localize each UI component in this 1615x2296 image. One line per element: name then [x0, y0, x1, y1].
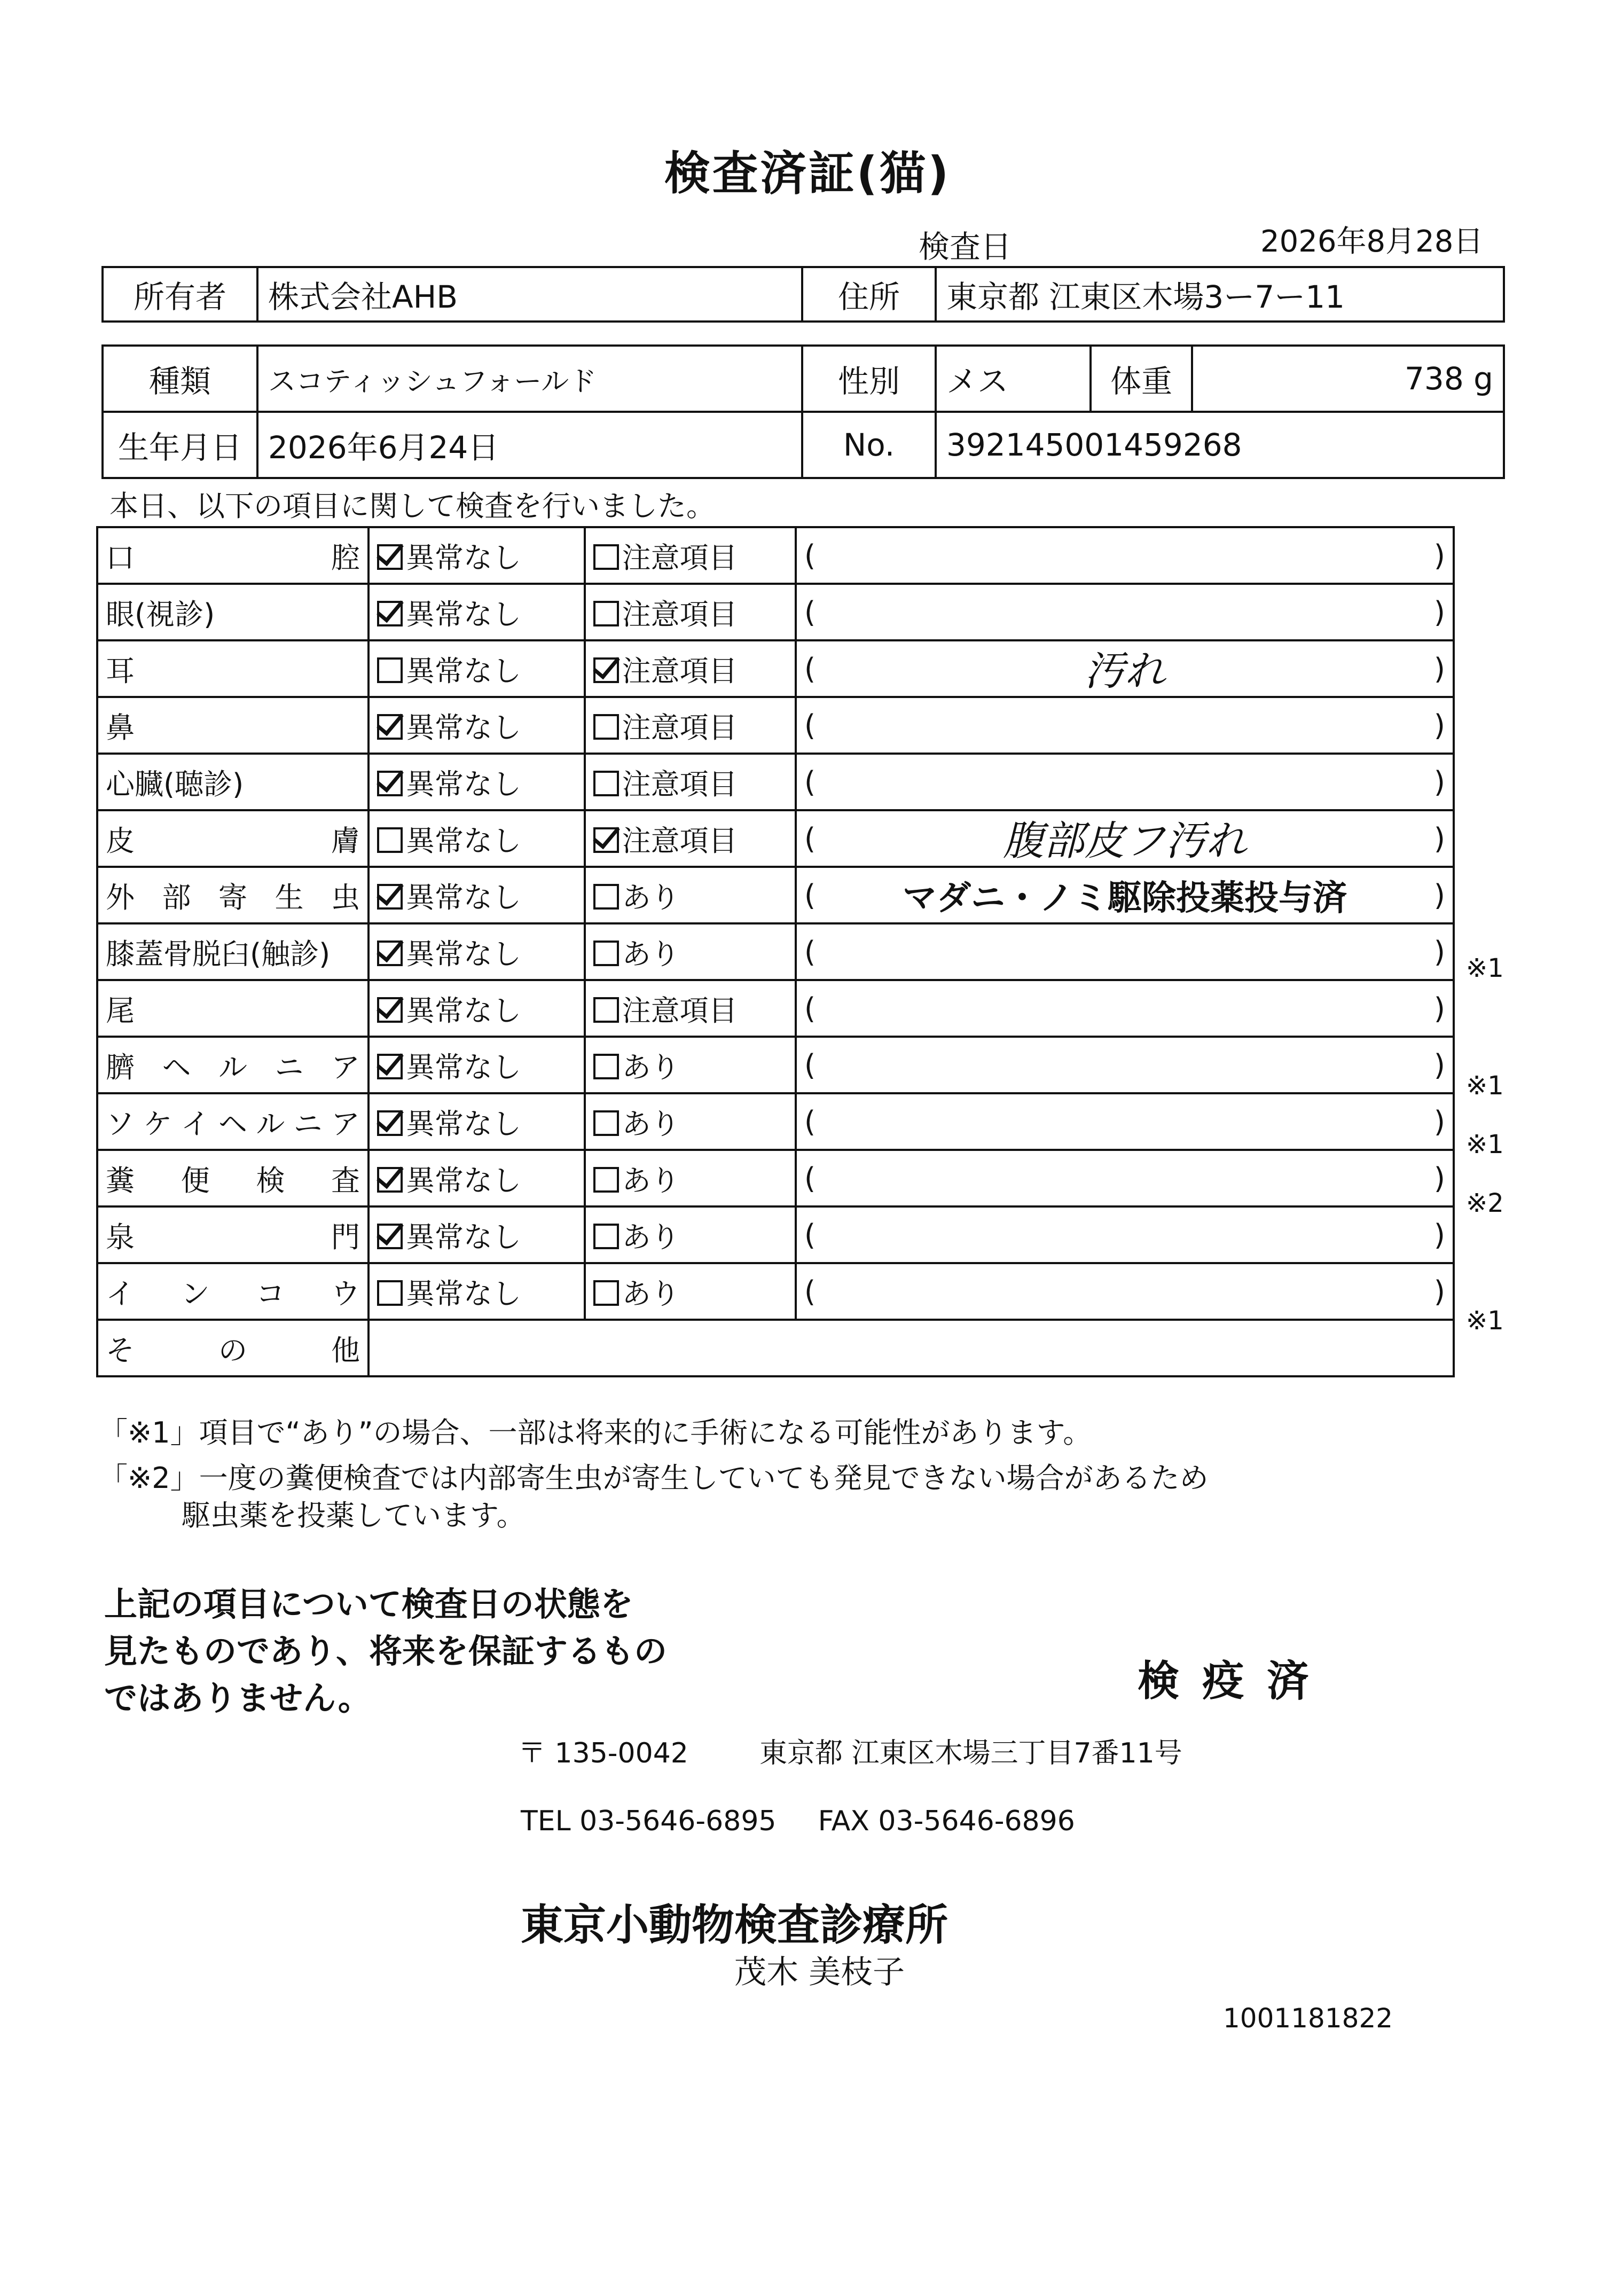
attention-option[interactable]	[585, 754, 796, 810]
microchip-no: 392145001459268	[936, 412, 1504, 478]
ok-option[interactable]	[369, 1150, 585, 1206]
clinic-contact	[521, 1805, 1075, 1837]
clinic-name: 東京小動物検査診療所	[521, 1900, 948, 1950]
owner-name: 株式会社AHB	[257, 267, 802, 322]
ok-option[interactable]	[369, 1263, 585, 1320]
checkbox-icon[interactable]	[377, 827, 403, 853]
ok-label: 異常なし	[406, 767, 521, 801]
ok-option[interactable]	[369, 1206, 585, 1263]
breed-label: 種類	[103, 346, 257, 412]
pet-table	[101, 344, 1505, 479]
address-label: 住所	[802, 267, 936, 322]
breed: スコティッシュフォールド	[257, 346, 802, 412]
checkbox-icon[interactable]	[377, 884, 403, 910]
exam-item-label: 口 腔	[106, 540, 360, 575]
checkbox-icon[interactable]	[593, 601, 619, 626]
checkbox-icon[interactable]	[593, 771, 619, 796]
attention-label: 注意項目	[622, 540, 738, 575]
ok-option[interactable]	[369, 923, 585, 980]
checkbox-icon[interactable]	[593, 827, 619, 853]
reference-mark: ※1	[1466, 1130, 1504, 1159]
attention-option[interactable]	[585, 923, 796, 980]
sex: メス	[936, 346, 1091, 412]
reference-mark: ※2	[1466, 1188, 1504, 1218]
checkbox-icon[interactable]	[377, 544, 403, 570]
exam-item-label: 眼(視診)	[106, 597, 215, 631]
fax-number: FAX 03-5646-6896	[818, 1805, 1075, 1837]
sex-label: 性別	[802, 346, 936, 412]
attention-label: 注意項目	[622, 597, 738, 631]
ok-option[interactable]	[369, 1093, 585, 1150]
footnote-1: 「※1」項目で“あり”の場合、一部は将来的に手術になる可能性があります。	[99, 1416, 1092, 1449]
checkbox-icon[interactable]	[377, 1224, 403, 1249]
postal-code: 〒 135-0042	[518, 1737, 688, 1769]
ok-label: 異常なし	[406, 1050, 521, 1084]
reference-mark: ※1	[1466, 1306, 1504, 1336]
exam-item	[97, 640, 369, 697]
note-cell: ( ) マダニ・ノミ駆除投薬投与済	[796, 867, 1454, 923]
ok-label: 異常なし	[406, 1276, 521, 1311]
table-row	[97, 867, 1454, 923]
exam-item	[97, 527, 369, 584]
table-row	[97, 1206, 1454, 1263]
note-cell: ( )	[796, 584, 1454, 640]
attention-label: あり	[622, 1050, 680, 1084]
no-label: No.	[802, 412, 936, 478]
checkbox-icon[interactable]	[593, 1167, 619, 1193]
attention-label: 注意項目	[622, 654, 738, 688]
note-cell: ( )	[796, 1263, 1454, 1320]
table-row	[97, 527, 1454, 584]
table-row	[97, 1150, 1454, 1206]
note-cell: ( ) 汚れ	[796, 640, 1454, 697]
exam-item	[97, 1093, 369, 1150]
checkbox-icon[interactable]	[377, 771, 403, 796]
attention-label: あり	[622, 1220, 680, 1254]
ok-label: 異常なし	[406, 710, 521, 745]
note-cell: ( )	[796, 1093, 1454, 1150]
ok-label: 異常なし	[406, 654, 521, 688]
attention-option[interactable]	[585, 1093, 796, 1150]
vet-name: 茂木 美枝子	[734, 1954, 905, 1991]
attention-label: あり	[622, 880, 680, 914]
ok-label: 異常なし	[406, 993, 521, 1028]
table-row	[97, 584, 1454, 640]
birth-date: 2026年6月24日	[257, 412, 802, 478]
exam-item	[97, 810, 369, 867]
exam-item-label: 泉 門	[106, 1220, 360, 1254]
street-address: 東京都 江東区木場三丁目7番11号	[759, 1737, 1182, 1769]
attention-label: あり	[622, 1107, 680, 1141]
checkbox-icon[interactable]	[593, 997, 619, 1023]
ok-label: 異常なし	[406, 597, 521, 631]
disclaimer-line: 見たものであり、将来を保証するもの	[104, 1632, 668, 1671]
table-row	[97, 1320, 1454, 1376]
attention-option[interactable]	[585, 584, 796, 640]
ok-label: 異常なし	[406, 880, 521, 914]
exam-item	[97, 923, 369, 980]
checkbox-icon[interactable]	[593, 1054, 619, 1079]
ok-option[interactable]	[369, 867, 585, 923]
attention-option[interactable]	[585, 640, 796, 697]
weight: 738 g	[1192, 346, 1504, 412]
exam-item-label: 外 部 寄 生 虫	[106, 880, 360, 914]
table-row	[97, 810, 1454, 867]
checkbox-icon[interactable]	[377, 1110, 403, 1136]
checkbox-icon[interactable]	[593, 1224, 619, 1249]
attention-option[interactable]	[585, 1263, 796, 1320]
checkbox-icon[interactable]	[377, 1280, 403, 1306]
attention-option[interactable]	[585, 867, 796, 923]
exam-item	[97, 754, 369, 810]
exam-table	[96, 526, 1455, 1377]
quarantine-stamp: 検 疫 済	[1138, 1657, 1313, 1705]
weight-label: 体重	[1091, 346, 1192, 412]
disclaimer-line: 上記の項目について検査日の状態を	[104, 1585, 633, 1624]
note-cell: ( )	[796, 1206, 1454, 1263]
exam-item-label: 心臓(聴診)	[106, 767, 244, 801]
attention-label: 注意項目	[622, 824, 738, 858]
ok-option[interactable]	[369, 980, 585, 1037]
page-title: 検査済証(猫)	[664, 147, 951, 200]
ok-option[interactable]	[369, 810, 585, 867]
exam-item-label: イ ン コ ウ	[106, 1276, 360, 1311]
exam-item	[97, 584, 369, 640]
note-cell: ( )	[796, 527, 1454, 584]
note-cell: ( )	[796, 923, 1454, 980]
exam-item-label: 尾	[106, 993, 135, 1028]
attention-label: 注意項目	[622, 767, 738, 801]
ok-label: 異常なし	[406, 540, 521, 575]
note-cell: ( ) 腹部皮フ汚れ	[796, 810, 1454, 867]
exam-item	[97, 1206, 369, 1263]
table-row	[97, 1093, 1454, 1150]
checkbox-icon[interactable]	[377, 601, 403, 626]
attention-option[interactable]	[585, 980, 796, 1037]
note-cell: ( )	[796, 754, 1454, 810]
note-cell: ( )	[796, 697, 1454, 754]
intro-text: 本日、以下の項目に関して検査を行いました。	[109, 489, 715, 523]
checkbox-icon[interactable]	[593, 544, 619, 570]
reference-mark: ※1	[1466, 953, 1504, 983]
serial-number: 1001181822	[1223, 2003, 1393, 2034]
checkbox-icon[interactable]	[593, 714, 619, 740]
exam-item-label: 膝蓋骨脱臼(触診)	[106, 937, 331, 971]
table-row	[97, 697, 1454, 754]
exam-item	[97, 1263, 369, 1320]
exam-item-label: 皮 膚	[106, 824, 360, 858]
exam-item	[97, 867, 369, 923]
exam-item	[97, 1037, 369, 1093]
table-row	[97, 1037, 1454, 1093]
checkbox-icon[interactable]	[377, 657, 403, 683]
table-row	[97, 754, 1454, 810]
footnote-2: 「※2」一度の糞便検査では内部寄生虫が寄生していても発見できない場合があるため	[99, 1461, 1209, 1495]
ok-label: 異常なし	[406, 1107, 521, 1141]
exam-item-label: 糞 便 検 査	[106, 1163, 360, 1197]
attention-option[interactable]	[585, 697, 796, 754]
tel-number: TEL 03-5646-6895	[521, 1805, 777, 1837]
attention-option[interactable]	[585, 527, 796, 584]
ok-label: 異常なし	[406, 937, 521, 971]
checkbox-icon[interactable]	[593, 941, 619, 966]
ok-option[interactable]	[369, 640, 585, 697]
exam-item	[97, 697, 369, 754]
attention-option[interactable]	[585, 810, 796, 867]
inspection-date-label: 検査日	[919, 229, 1012, 265]
checkbox-icon[interactable]	[377, 997, 403, 1023]
exam-item	[97, 1150, 369, 1206]
note-cell: ( )	[796, 1037, 1454, 1093]
checkbox-icon[interactable]	[593, 1280, 619, 1306]
note-cell: ( )	[796, 980, 1454, 1037]
footnote-3: 駆虫薬を投薬しています。	[182, 1499, 526, 1532]
attention-label: 注意項目	[622, 710, 738, 745]
table-row	[97, 923, 1454, 980]
disclaimer-line: ではありません。	[104, 1679, 371, 1718]
exam-note: 腹部皮フ汚れ	[1003, 817, 1246, 865]
inspection-date: 2026年8月28日	[1260, 224, 1484, 259]
checkbox-icon[interactable]	[593, 1110, 619, 1136]
checkbox-icon[interactable]	[377, 714, 403, 740]
reference-mark: ※1	[1466, 1071, 1504, 1101]
exam-item	[97, 1320, 369, 1376]
attention-option[interactable]	[585, 1206, 796, 1263]
exam-item-label: ソ ケ イ ヘ ル ニ ア	[106, 1107, 360, 1141]
ok-option[interactable]	[369, 754, 585, 810]
owner-label: 所有者	[103, 267, 257, 322]
table-row	[97, 980, 1454, 1037]
ok-option[interactable]	[369, 527, 585, 584]
other-cell	[369, 1320, 1454, 1376]
ok-label: 異常なし	[406, 1220, 521, 1254]
attention-label: あり	[622, 1276, 680, 1311]
ok-label: 異常なし	[406, 1163, 521, 1197]
exam-item-label: そ の 他	[106, 1333, 360, 1367]
checkbox-icon[interactable]	[593, 884, 619, 910]
owner-table	[101, 266, 1505, 323]
ok-option[interactable]	[369, 584, 585, 640]
checkbox-icon[interactable]	[593, 657, 619, 683]
ok-option[interactable]	[369, 1037, 585, 1093]
checkbox-icon[interactable]	[377, 1167, 403, 1193]
checkbox-icon[interactable]	[377, 1054, 403, 1079]
ok-option[interactable]	[369, 697, 585, 754]
attention-label: 注意項目	[622, 993, 738, 1028]
exam-item-label: 鼻	[106, 710, 135, 745]
clinic-address	[518, 1730, 1182, 1770]
exam-note: マダニ・ノミ駆除投薬投与済	[903, 879, 1347, 918]
exam-note: 汚れ	[1084, 647, 1165, 695]
owner-address: 東京都 江東区木場3ー7ー11	[936, 267, 1504, 322]
exam-item-label: 臍 ヘ ル ニ ア	[106, 1050, 360, 1084]
ok-label: 異常なし	[406, 824, 521, 858]
exam-item	[97, 980, 369, 1037]
disclaimer	[104, 1581, 667, 1722]
table-row	[97, 1263, 1454, 1320]
note-cell: ( )	[796, 1150, 1454, 1206]
table-row	[97, 640, 1454, 697]
attention-label: あり	[622, 937, 680, 971]
attention-label: あり	[622, 1163, 680, 1197]
checkbox-icon[interactable]	[377, 941, 403, 966]
birth-label: 生年月日	[103, 412, 257, 478]
attention-option[interactable]	[585, 1150, 796, 1206]
exam-item-label: 耳	[106, 654, 135, 688]
attention-option[interactable]	[585, 1037, 796, 1093]
